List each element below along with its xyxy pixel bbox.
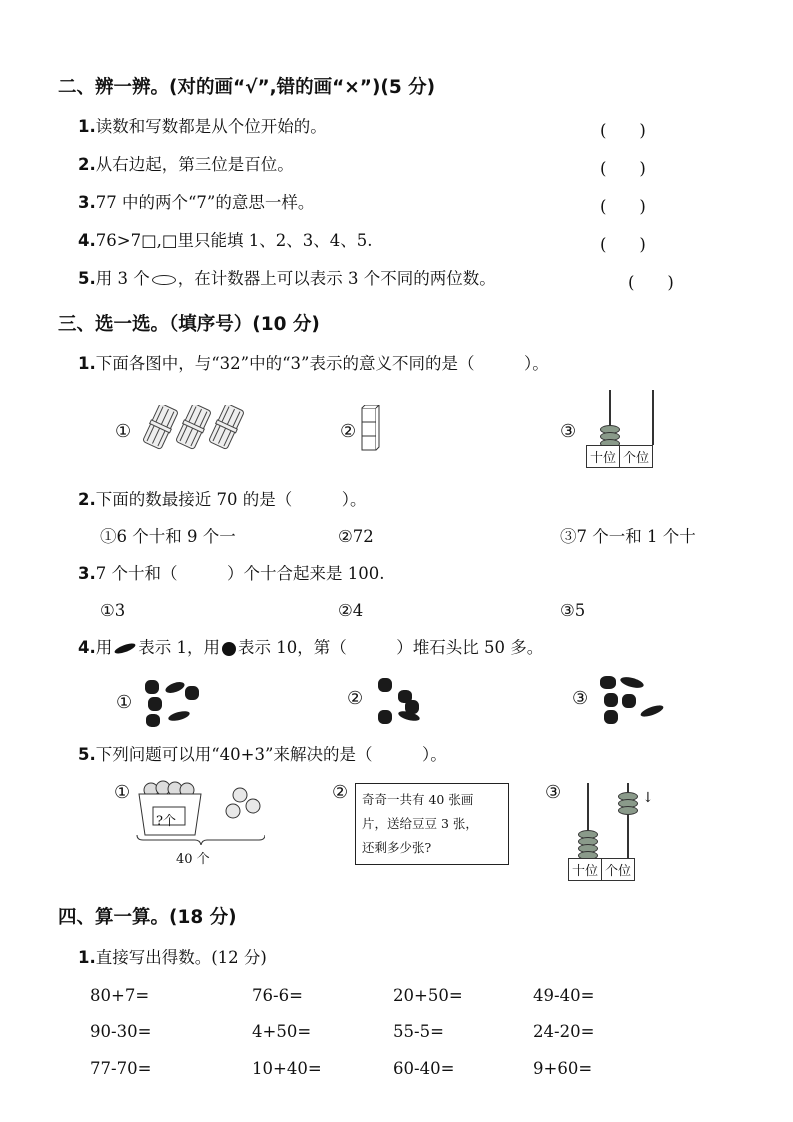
section-4-title: 四、算一算。(18 分) xyxy=(58,907,237,928)
option-label: ③ xyxy=(560,421,577,442)
story-line: 还剩多少张? xyxy=(362,840,432,855)
judge-item-4 xyxy=(78,231,372,251)
cube-stack-image xyxy=(361,405,381,455)
option-label: ② xyxy=(332,782,349,803)
flat-stone xyxy=(639,703,664,719)
ones-rod xyxy=(652,390,654,445)
round-stone xyxy=(405,700,419,714)
calc-item[interactable]: 77-70= xyxy=(90,1059,152,1078)
round-stone xyxy=(604,710,618,724)
item-text: 表示 1，用 xyxy=(138,638,220,657)
item-text: 76>7□,□里只能填 1、2、3、4、5. xyxy=(95,231,373,250)
round-stone xyxy=(185,686,199,700)
option-label: ③ xyxy=(545,782,562,803)
answer-blank-2[interactable]: ( ) xyxy=(600,159,646,178)
story-line: 片，送给豆豆 3 张， xyxy=(362,816,478,831)
item-text: 读数和写数都是从个位开始的。 xyxy=(95,117,327,136)
judge-item-2 xyxy=(78,155,294,175)
bead xyxy=(618,806,638,815)
calc-q1 xyxy=(78,948,267,968)
option-label: ① xyxy=(115,421,132,442)
item-text: 直接写出得数。(12 分) xyxy=(95,948,267,967)
answer-blank-5[interactable]: ( ) xyxy=(628,273,674,292)
ones-label: 个位 xyxy=(623,451,650,466)
tens-label: 十位 xyxy=(569,859,602,880)
calc-item[interactable]: 80+7= xyxy=(90,986,150,1005)
total-label: 40 个 xyxy=(176,852,210,867)
item-number: 1. xyxy=(78,117,96,136)
bead-oval-icon xyxy=(152,275,176,285)
item-number: 5. xyxy=(78,269,96,288)
item-text: 表示 10，第（ ）堆石头比 50 多。 xyxy=(238,638,544,657)
item-number: 1. xyxy=(78,948,96,967)
calc-item[interactable]: 90-30= xyxy=(90,1022,152,1041)
round-stone xyxy=(622,694,636,708)
section-3-title: 三、选一选。（填序号）(10 分) xyxy=(58,314,320,335)
round-stone xyxy=(145,680,159,694)
item-number: 4. xyxy=(78,231,96,250)
flat-stone xyxy=(164,680,186,695)
item-text: 用 3 个 xyxy=(95,269,150,288)
option-3: ③5 xyxy=(560,601,586,620)
choice-q2 xyxy=(78,490,367,510)
calc-item[interactable]: 20+50= xyxy=(393,986,463,1005)
item-text: 从右边起，第三位是百位。 xyxy=(95,155,294,174)
round-stone xyxy=(146,714,160,727)
choice-q5 xyxy=(78,745,447,765)
round-stone xyxy=(148,697,162,711)
calc-item[interactable]: 4+50= xyxy=(252,1022,312,1041)
item-number: 3. xyxy=(78,564,96,583)
calc-item[interactable]: 10+40= xyxy=(252,1059,322,1078)
option-3: ③7 个一和 1 个十 xyxy=(560,527,696,546)
calc-item[interactable]: 24-20= xyxy=(533,1022,595,1041)
round-stone xyxy=(378,678,392,692)
section-2-title: 二、辨一辨。(对的画“√”,错的画“×”)(5 分) xyxy=(58,77,436,98)
place-value-labels xyxy=(568,858,635,881)
calc-item[interactable]: 55-5= xyxy=(393,1022,444,1041)
round-stone-icon xyxy=(222,642,236,656)
tens-label: 十位 xyxy=(587,446,620,467)
round-stone xyxy=(604,693,618,707)
item-text: 下面各图中，与“32”中的“3”表示的意义不同的是（ ）。 xyxy=(95,354,549,373)
option-1: ①3 xyxy=(100,601,126,620)
item-text: ，在计数器上可以表示 3 个不同的两位数。 xyxy=(177,269,496,288)
round-stone xyxy=(378,710,392,724)
choice-q1 xyxy=(78,354,549,374)
calc-item[interactable]: 9+60= xyxy=(533,1059,593,1078)
story-problem-box xyxy=(355,783,509,865)
answer-blank-4[interactable]: ( ) xyxy=(600,235,646,254)
option-2: ②4 xyxy=(338,601,364,620)
item-number: 5. xyxy=(78,745,96,764)
option-2: ②72 xyxy=(338,527,374,546)
basket-label: ?个 xyxy=(156,814,176,829)
item-text: 下列问题可以用“40+3”来解决的是（ ）。 xyxy=(95,745,447,764)
basket-of-balls-image xyxy=(135,780,265,845)
calc-item[interactable]: 49-40= xyxy=(533,986,595,1005)
choice-q4 xyxy=(78,638,543,658)
answer-blank-3[interactable]: ( ) xyxy=(600,197,646,216)
flat-stone xyxy=(167,709,190,722)
place-value-labels xyxy=(586,445,653,468)
option-label: ③ xyxy=(572,688,589,709)
answer-blank-1[interactable]: ( ) xyxy=(600,121,646,140)
item-number: 4. xyxy=(78,638,96,657)
stick-bundles-image xyxy=(140,405,250,455)
option-label: ① xyxy=(116,692,133,713)
flat-stone xyxy=(619,675,645,690)
ones-label: 个位 xyxy=(605,864,632,879)
item-number: 2. xyxy=(78,490,96,509)
item-number: 3. xyxy=(78,193,96,212)
calc-item[interactable]: 60-40= xyxy=(393,1059,455,1078)
judge-item-3 xyxy=(78,193,314,213)
item-number: 2. xyxy=(78,155,96,174)
round-stone xyxy=(600,676,616,689)
option-label: ① xyxy=(114,782,131,803)
item-text: 用 xyxy=(95,638,113,657)
option-label: ② xyxy=(347,688,364,709)
down-arrow-icon: ↓ xyxy=(642,790,654,806)
calc-item[interactable]: 76-6= xyxy=(252,986,303,1005)
item-text: 77 中的两个“7”的意思一样。 xyxy=(95,193,315,212)
story-line: 奇奇一共有 40 张画 xyxy=(362,792,474,807)
judge-item-5 xyxy=(78,269,496,289)
choice-q3 xyxy=(78,564,384,584)
item-text: 下面的数最接近 70 的是（ ）。 xyxy=(95,490,367,509)
item-text: 7 个十和（ ）个十合起来是 100. xyxy=(95,564,385,583)
option-label: ② xyxy=(340,421,357,442)
judge-item-1 xyxy=(78,117,327,137)
flat-stone-icon xyxy=(114,641,137,655)
option-1: ①6 个十和 9 个一 xyxy=(100,527,236,546)
item-number: 1. xyxy=(78,354,96,373)
